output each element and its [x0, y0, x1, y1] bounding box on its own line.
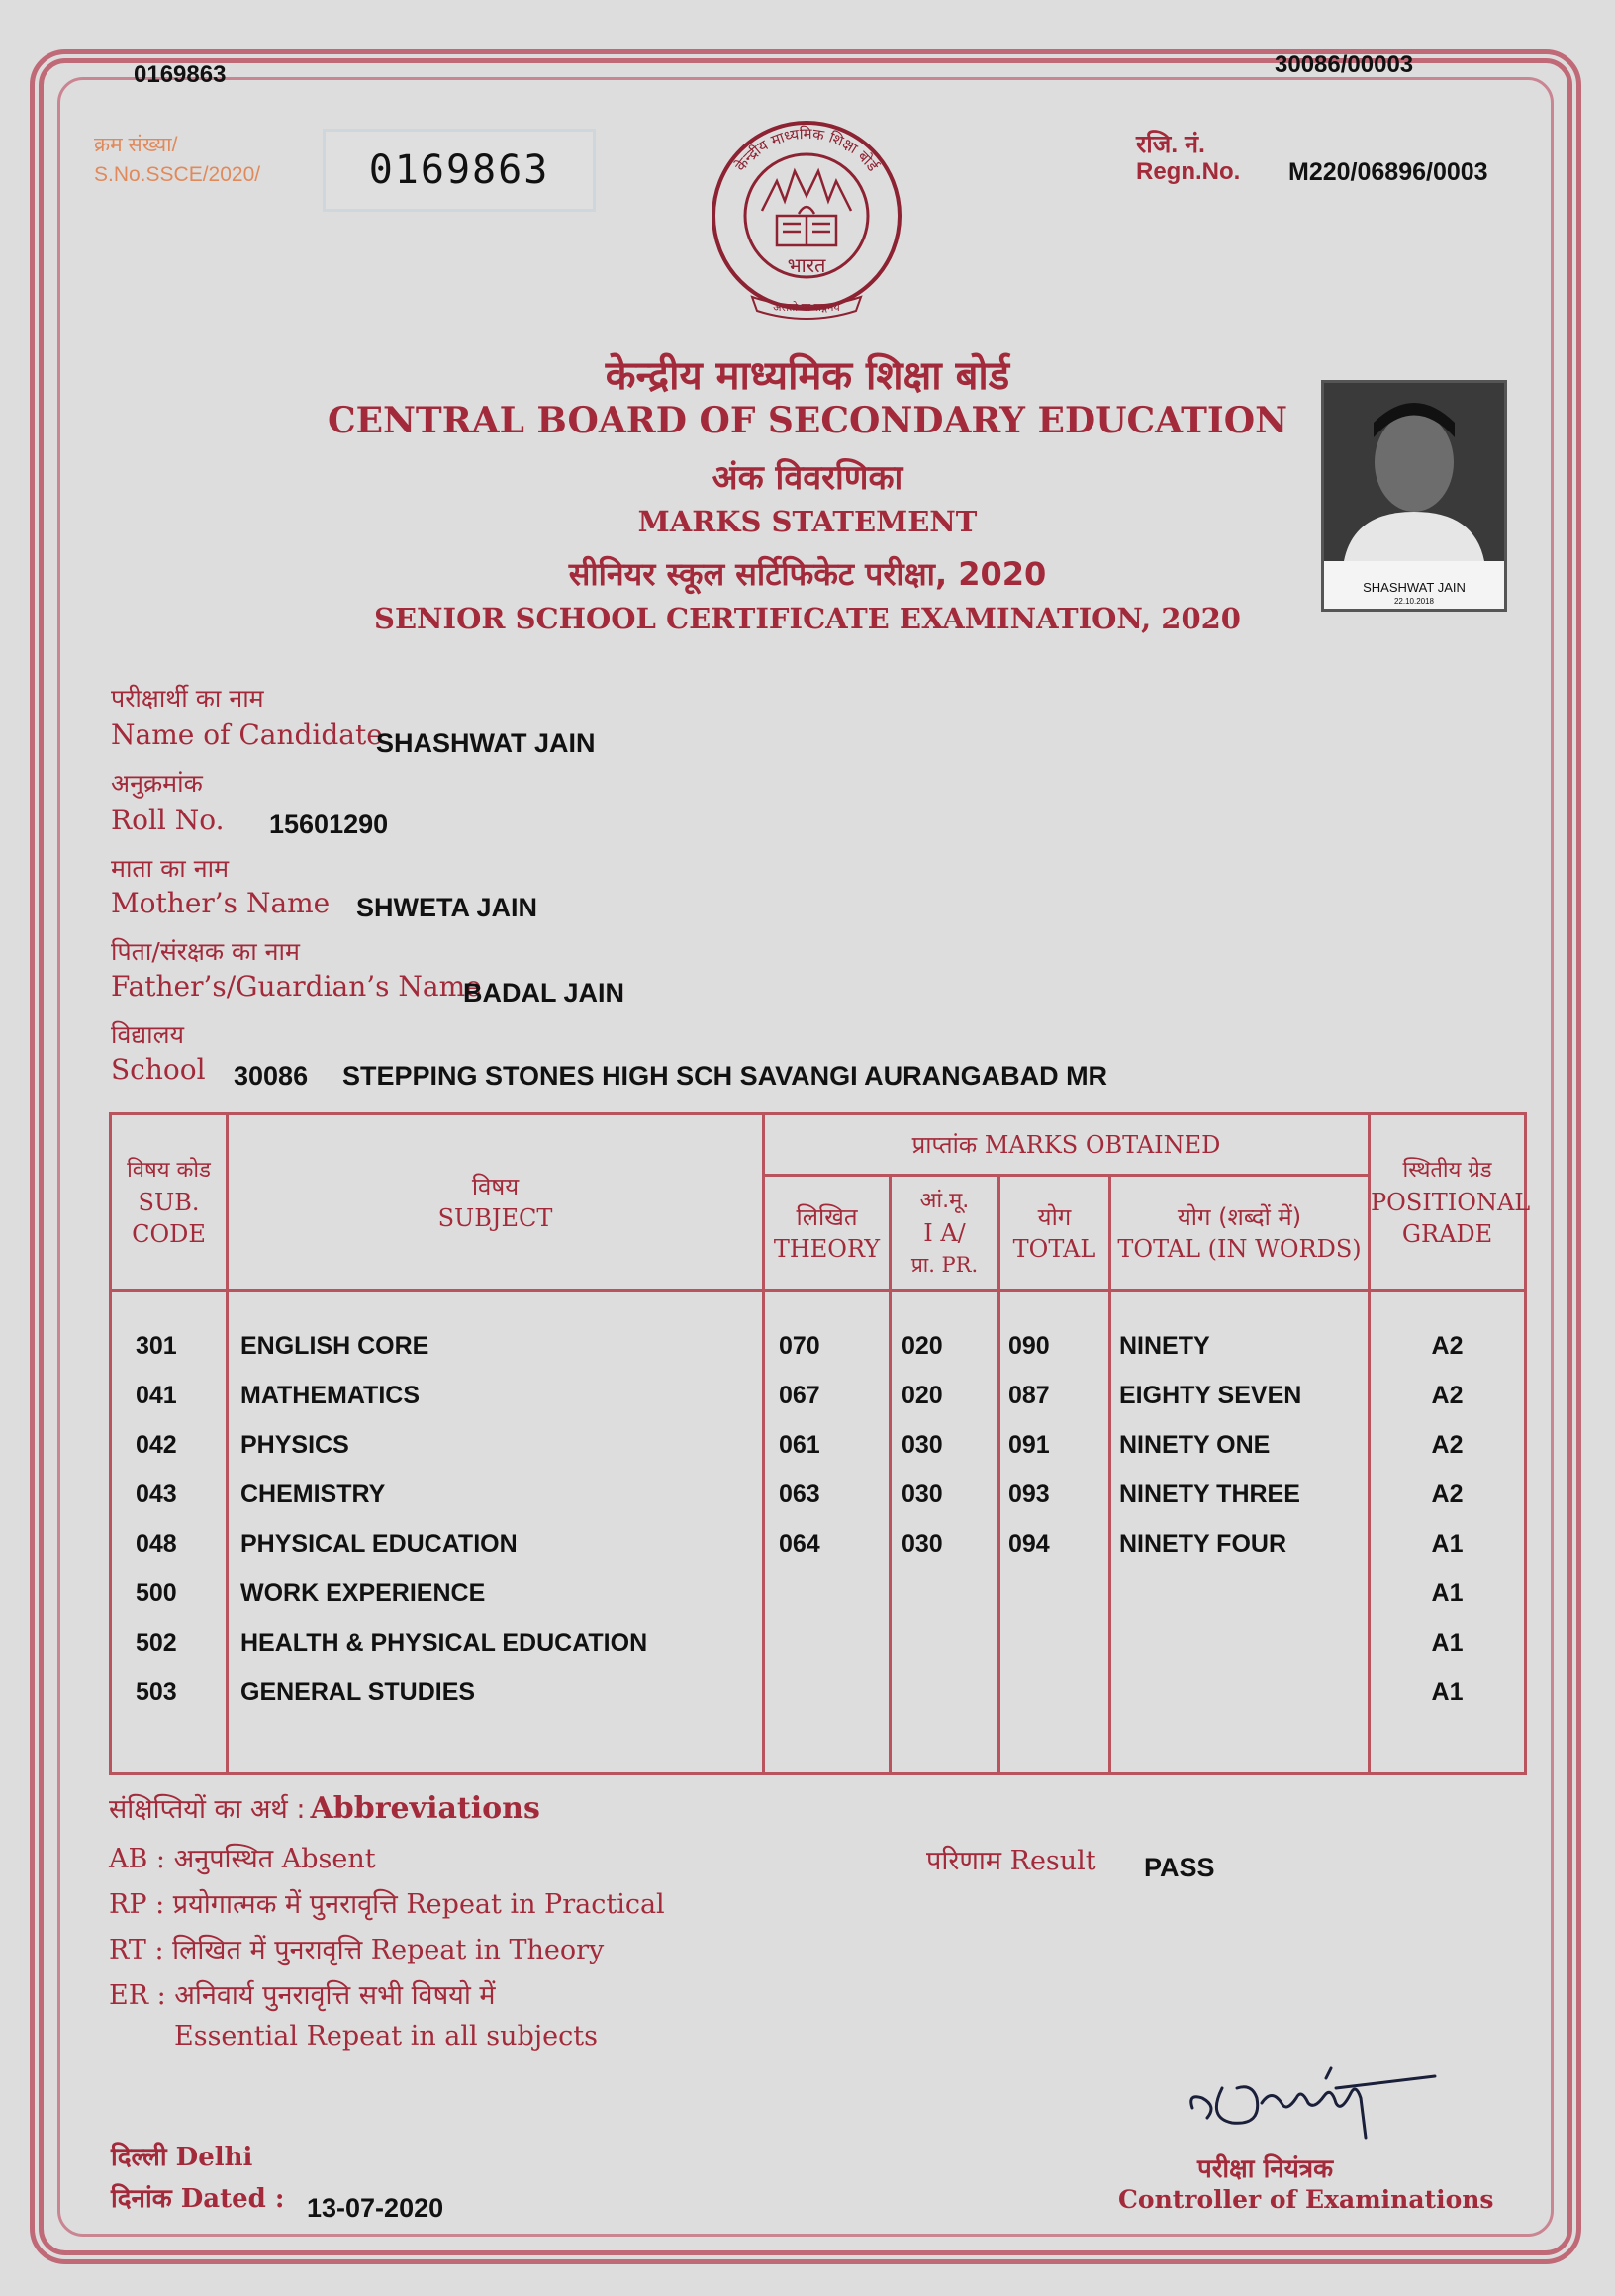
row-3-total-words: NINETY ONE	[1119, 1431, 1271, 1459]
sno-label-en: S.No.SSCE/2020/	[94, 163, 261, 186]
header-sub-code-en2: CODE	[132, 1219, 206, 1248]
abbr-item-rp: RP : प्रयोगात्मक में पुनरावृत्ति Repeat in Practical	[109, 1889, 665, 1920]
header-theory-hi: लिखित	[796, 1202, 858, 1231]
board-title-en: CENTRAL BOARD OF SECONDARY EDUCATION	[327, 400, 1288, 441]
father-label-en: Father’s/Guardian’s Name	[111, 970, 482, 1003]
column-ia	[891, 1291, 999, 1774]
school-name: STEPPING STONES HIGH SCH SAVANGI AURANGABAD MR	[342, 1061, 1108, 1091]
column-code	[111, 1291, 228, 1774]
photo-date: 22.10.2018	[1393, 597, 1435, 606]
school-code: 30086	[234, 1061, 309, 1091]
row-2-total-words: EIGHTY SEVEN	[1119, 1382, 1302, 1409]
row-2-sub-code: 041	[136, 1382, 177, 1409]
column-subject	[228, 1291, 764, 1774]
row-4-sub-code: 043	[136, 1481, 177, 1508]
father-label-hi: पिता/संरक्षक का नाम	[111, 937, 300, 966]
row-5-subject: PHYSICAL EDUCATION	[240, 1530, 518, 1558]
emblem-motto: असतो मा सद्गमय	[773, 301, 840, 314]
row-2-grade: A2	[1431, 1382, 1464, 1409]
row-6-total-words	[1119, 1569, 1368, 1618]
candidate-photo	[1321, 380, 1507, 612]
father-name: BADAL JAIN	[463, 978, 625, 1007]
row-4-total-words: NINETY THREE	[1119, 1481, 1300, 1508]
row-4-grade: A2	[1431, 1481, 1464, 1508]
controller-title-hi: परीक्षा नियंत्रक	[1197, 2154, 1334, 2184]
row-1-sub-code: 301	[136, 1332, 177, 1360]
abbreviations-title-hi: संक्षिप्तियों का अर्थ :	[109, 1794, 306, 1825]
row-4-theory: 063	[779, 1481, 820, 1508]
row-1-theory: 070	[779, 1332, 820, 1360]
exam-title-en: SENIOR SCHOOL CERTIFICATE EXAMINATION, 2020	[374, 602, 1241, 635]
row-1-total: 090	[1008, 1332, 1050, 1360]
row-6-grade: A1	[1431, 1579, 1464, 1607]
row-7-subject: HEALTH & PHYSICAL EDUCATION	[240, 1629, 648, 1657]
header-grade-en2: GRADE	[1401, 1219, 1493, 1248]
row-6-ia-pr	[902, 1569, 998, 1618]
row-8-total-words	[1119, 1668, 1368, 1717]
abbreviations-title	[109, 1789, 540, 1826]
row-5-total-words: NINETY FOUR	[1119, 1530, 1286, 1558]
row-1-ia-pr: 020	[902, 1332, 943, 1360]
emblem-text-bottom: भारत	[787, 253, 826, 277]
row-6-subject: WORK EXPERIENCE	[240, 1579, 486, 1607]
result-value: PASS	[1144, 1853, 1215, 1882]
regn-label-hi: रजि. नं.	[1136, 131, 1205, 158]
header-subject-en: SUBJECT	[437, 1203, 553, 1232]
name-label-en: Name of Candidate	[111, 718, 383, 751]
row-1-grade: A2	[1431, 1332, 1464, 1360]
header-total-hi: योग	[1037, 1202, 1072, 1231]
row-5-grade: A1	[1431, 1530, 1464, 1558]
header-sub-code-hi: विषय कोड	[127, 1157, 211, 1183]
row-7-grade: A1	[1431, 1629, 1464, 1657]
header-ia-pr	[891, 1176, 999, 1291]
header-ia-hi: आं.मू.	[919, 1188, 970, 1213]
row-2-ia-pr: 020	[902, 1382, 943, 1409]
sno-value-box: 0169863	[323, 129, 596, 212]
abbr-item-ab: AB : अनुपस्थित Absent	[109, 1844, 376, 1874]
row-5-sub-code: 048	[136, 1530, 177, 1558]
sno-label-hi: क्रम संख्या/	[94, 134, 178, 156]
dated-label: दिनांक Dated :	[111, 2184, 285, 2214]
roll-label-en: Roll No.	[111, 804, 225, 836]
row-5-theory: 064	[779, 1530, 820, 1558]
row-8-total	[1008, 1668, 1108, 1717]
row-8-theory	[779, 1668, 889, 1717]
candidate-name: SHASHWAT JAIN	[376, 728, 596, 758]
row-6-theory	[779, 1569, 889, 1618]
row-2-theory: 067	[779, 1382, 820, 1409]
row-4-subject: CHEMISTRY	[240, 1481, 386, 1508]
regn-value: M220/06896/0003	[1288, 158, 1488, 186]
school-label-hi: विद्यालय	[111, 1020, 185, 1049]
abbr-item-er-en: Essential Repeat in all subjects	[174, 2021, 598, 2052]
header-theory	[764, 1176, 891, 1291]
row-1-total-words: NINETY	[1119, 1332, 1210, 1360]
abbr-item-rt: RT : लिखित में पुनरावृत्ति Repeat in Theory	[109, 1935, 605, 1965]
svg-text:केन्द्रीय माध्यमिक शिक्षा बोर्	[731, 125, 882, 175]
column-grade	[1370, 1291, 1526, 1774]
header-pr: प्रा. PR.	[910, 1252, 979, 1277]
roll-number: 15601290	[269, 810, 389, 839]
row-6-total	[1008, 1569, 1108, 1618]
school-label-en: School	[111, 1053, 206, 1086]
row-7-theory	[779, 1618, 889, 1668]
serial-number-top: 0169863	[134, 61, 227, 88]
row-7-sub-code: 502	[136, 1629, 177, 1657]
photo-caption: SHASHWAT JAIN	[1363, 580, 1466, 595]
header-total-words	[1110, 1176, 1370, 1291]
row-6-sub-code: 500	[136, 1579, 177, 1607]
emblem-text-top: केन्द्रीय माध्यमिक शिक्षा बोर्ड	[731, 124, 882, 175]
header-total-en: TOTAL	[1012, 1234, 1096, 1263]
sno-label	[94, 131, 260, 190]
controller-signature	[1178, 2049, 1455, 2148]
abbr-item-er: ER : अनिवार्य पुनरावृत्ति सभी विषयो में	[109, 1980, 496, 2011]
row-5-total: 094	[1008, 1530, 1050, 1558]
marks-table	[109, 1112, 1531, 1775]
row-3-grade: A2	[1431, 1431, 1464, 1459]
header-sub-code	[111, 1114, 228, 1291]
header-total	[999, 1176, 1110, 1291]
row-5-ia-pr: 030	[902, 1530, 943, 1558]
candidate-photo-image	[1324, 383, 1504, 561]
cbse-emblem-icon	[708, 117, 905, 325]
row-7-total	[1008, 1618, 1108, 1668]
row-1-subject: ENGLISH CORE	[240, 1332, 429, 1360]
mother-label-hi: माता का नाम	[111, 854, 230, 883]
column-total	[999, 1291, 1110, 1774]
header-subject	[228, 1114, 764, 1291]
school-code-top: 30086/00003	[1275, 51, 1414, 78]
row-3-subject: PHYSICS	[240, 1431, 349, 1459]
row-2-subject: MATHEMATICS	[240, 1382, 420, 1409]
mother-name: SHWETA JAIN	[356, 893, 538, 922]
board-title-hi: केन्द्रीय माध्यमिक शिक्षा बोर्ड	[605, 353, 1010, 399]
row-8-grade: A1	[1431, 1678, 1464, 1706]
header-words-en: TOTAL (IN WORDS)	[1117, 1234, 1362, 1263]
abbreviations-title-en: Abbreviations	[310, 1791, 540, 1826]
header-subject-hi: विषय	[471, 1172, 520, 1200]
row-3-ia-pr: 030	[902, 1431, 943, 1459]
row-7-ia-pr	[902, 1618, 998, 1668]
header-words-hi: योग (शब्दों में)	[1177, 1202, 1302, 1231]
result-label: परिणाम Result	[926, 1846, 1096, 1876]
row-4-ia-pr: 030	[902, 1481, 943, 1508]
header-sub-code-en1: SUB.	[138, 1188, 200, 1216]
header-theory-en: THEORY	[773, 1234, 881, 1263]
header-ia-en: I A/	[923, 1218, 966, 1247]
header-grade	[1370, 1114, 1531, 1291]
issue-date: 13-07-2020	[307, 2193, 444, 2223]
controller-title-en: Controller of Examinations	[1118, 2185, 1494, 2214]
statement-title-en: MARKS STATEMENT	[637, 505, 978, 538]
row-7-total-words	[1119, 1618, 1368, 1668]
column-words	[1110, 1291, 1370, 1774]
row-3-theory: 061	[779, 1431, 820, 1459]
roll-label-hi: अनुक्रमांक	[111, 769, 203, 798]
row-2-total: 087	[1008, 1382, 1050, 1409]
name-label-hi: परीक्षार्थी का नाम	[111, 684, 264, 713]
statement-title-hi: अंक विवरणिका	[712, 458, 903, 498]
place-label: दिल्ली Delhi	[111, 2143, 253, 2172]
column-theory	[764, 1291, 891, 1774]
row-8-subject: GENERAL STUDIES	[240, 1678, 476, 1706]
row-8-ia-pr	[902, 1668, 998, 1717]
header-marks-obtained: प्राप्तांक MARKS OBTAINED	[764, 1114, 1370, 1176]
regn-label-en: Regn.No.	[1136, 158, 1241, 185]
mother-label-en: Mother’s Name	[111, 887, 331, 919]
row-4-total: 093	[1008, 1481, 1050, 1508]
exam-title-hi: सीनियर स्कूल सर्टिफिकेट परीक्षा, 2020	[568, 555, 1047, 593]
row-3-sub-code: 042	[136, 1431, 177, 1459]
row-8-sub-code: 503	[136, 1678, 177, 1706]
header-grade-en1: POSITIONAL	[1371, 1188, 1531, 1216]
row-3-total: 091	[1008, 1431, 1050, 1459]
header-grade-hi: स्थितीय ग्रेड	[1402, 1157, 1492, 1183]
